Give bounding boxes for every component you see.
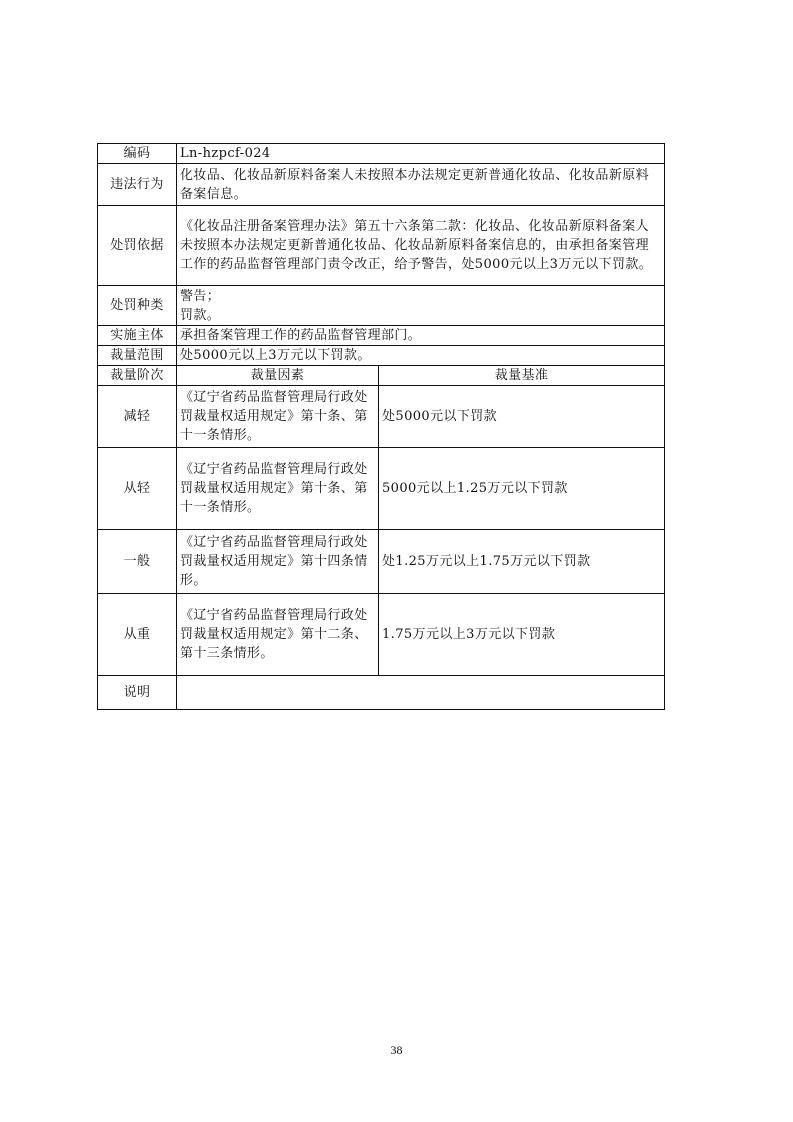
code-label: 编码 <box>98 144 177 164</box>
range-value: 处5000元以上3万元以下罚款。 <box>177 346 665 366</box>
level-name: 一般 <box>98 530 177 594</box>
penalty-type-row <box>98 286 665 326</box>
level-row-mitigated <box>98 386 665 448</box>
authority-value: 承担备案管理工作的药品监督管理部门。 <box>177 326 665 346</box>
level-factor: 《辽宁省药品监督管理局行政处罚裁量权适用规定》第十四条情形。 <box>177 530 379 594</box>
level-row-general <box>98 530 665 594</box>
level-column-header: 裁量阶次 <box>98 366 177 386</box>
basis-value: 《化妆品注册备案管理办法》第五十六条第二款：化妆品、化妆品新原料备案人未按照本办法规定更新普通化妆品、化妆品新原料备案信息的，由承担备案管理工作的药品监督管理部门责令改正，给予警告，处5000元以上3万元以下罚款。 <box>177 206 665 286</box>
level-standard: 处1.25万元以上1.75万元以下罚款 <box>379 530 665 594</box>
level-name: 从轻 <box>98 448 177 530</box>
violation-label: 违法行为 <box>98 164 177 206</box>
level-standard: 1.75万元以上3万元以下罚款 <box>379 594 665 676</box>
level-factor: 《辽宁省药品监督管理局行政处罚裁量权适用规定》第十条、第十一条情形。 <box>177 448 379 530</box>
range-label: 裁量范围 <box>98 346 177 366</box>
factor-column-header: 裁量因素 <box>177 366 379 386</box>
standard-column-header: 裁量基准 <box>379 366 665 386</box>
code-value: Ln-hzpcf-024 <box>177 144 665 164</box>
code-row <box>98 144 665 164</box>
violation-row <box>98 164 665 206</box>
level-standard: 处5000元以下罚款 <box>379 386 665 448</box>
violation-value: 化妆品、化妆品新原料备案人未按照本办法规定更新普通化妆品、化妆品新原料备案信息。 <box>177 164 665 206</box>
level-factor: 《辽宁省药品监督管理局行政处罚裁量权适用规定》第十二条、第十三条情形。 <box>177 594 379 676</box>
authority-row <box>98 326 665 346</box>
penalty-type-warning: 警告； <box>180 288 221 304</box>
note-value <box>177 676 665 710</box>
note-row <box>98 676 665 710</box>
note-label: 说明 <box>98 676 177 710</box>
level-row-lighter <box>98 448 665 530</box>
level-factor: 《辽宁省药品监督管理局行政处罚裁量权适用规定》第十条、第十一条情形。 <box>177 386 379 448</box>
level-name: 减轻 <box>98 386 177 448</box>
authority-label: 实施主体 <box>98 326 177 346</box>
basis-label: 处罚依据 <box>98 206 177 286</box>
level-row-heavier <box>98 594 665 676</box>
penalty-type-value <box>177 286 665 326</box>
penalty-type-label: 处罚种类 <box>98 286 177 326</box>
level-standard: 5000元以上1.25万元以下罚款 <box>379 448 665 530</box>
page-number: 38 <box>390 1043 403 1057</box>
level-name: 从重 <box>98 594 177 676</box>
basis-row <box>98 206 665 286</box>
range-row <box>98 346 665 366</box>
penalty-discretion-table <box>97 143 665 710</box>
levels-header-row <box>98 366 665 386</box>
penalty-type-fine: 罚款。 <box>180 307 221 323</box>
